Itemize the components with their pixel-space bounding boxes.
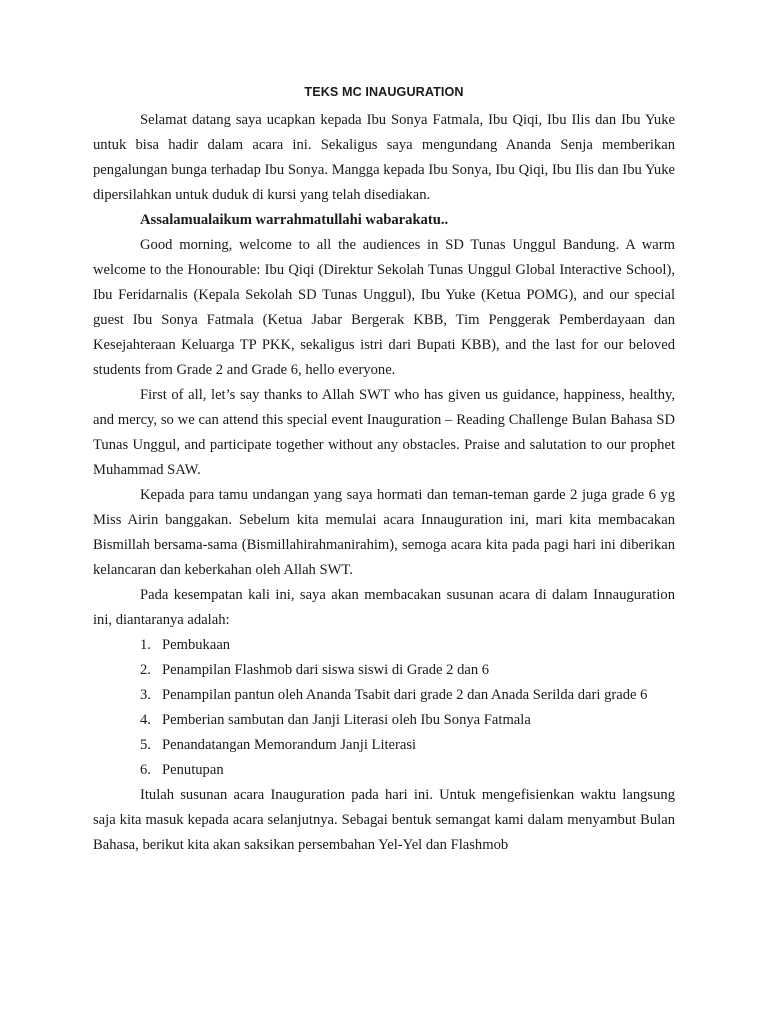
list-item-number: 6. xyxy=(140,762,151,778)
agenda-list xyxy=(93,633,675,783)
paragraph-welcome: Selamat datang saya ucapkan kepada Ibu Sonya Fatmala, Ibu Qiqi, Ibu Ilis dan Ibu Yuke untuk bisa hadir dalam acara ini. Sekaligus saya mengundang Ananda Senja memberikan pengalungan bunga terhadap Ibu Sonya. Mangga kepada Ibu Sonya, Ibu Qiqi, Ibu Ilis dan Ibu Yuke dipersilahkan untuk duduk di kursi yang telah disediakan. xyxy=(93,112,675,203)
list-item-number: 3. xyxy=(140,687,151,703)
list-item-number: 4. xyxy=(140,712,151,728)
paragraph-closing: Itulah susunan acara Inauguration pada hari ini. Untuk mengefisienkan waktu langsung saja kita masuk kepada acara selanjutnya. Sebagai bentuk semangat kami dalam menyambut Bulan Bahasa, berikut kita akan saksikan persembahan Yel-Yel dan Flashmob xyxy=(93,787,675,853)
list-item-text: Penampilan pantun oleh Ananda Tsabit dari grade 2 dan Anada Serilda dari grade 6 xyxy=(162,687,648,703)
paragraph-audience-welcome: Good morning, welcome to all the audiences in SD Tunas Unggul Bandung. A warm welcome to the Honourable: Ibu Qiqi (Direktur Sekolah Tunas Unggul Global Interactive School), Ibu Feridarnalis (Kepala Sekolah SD Tunas Unggul), Ibu Yuke (Ketua POMG), and our special guest Ibu Sonya Fatmala (Ketua Jabar Bergerak KBB, Tim Penggerak Pemberdayaan dan Kesejahteraan Keluarga TP PKK, sekaligus istri dari Bupati KBB), and the last for our beloved students from Grade 2 and Grade 6, hello everyone. xyxy=(93,237,675,378)
list-item-number: 2. xyxy=(140,662,151,678)
list-item-text: Penutupan xyxy=(162,762,224,778)
list-item xyxy=(93,733,675,758)
list-item-text: Pemberian sambutan dan Janji Literasi oleh Ibu Sonya Fatmala xyxy=(162,712,531,728)
page-title: TEKS MC INAUGURATION xyxy=(304,85,464,99)
paragraph-thanks: First of all, let’s say thanks to Allah SWT who has given us guidance, happiness, healthy, and mercy, so we can attend this special event Inauguration – Reading Challenge Bulan Bahasa SD Tunas Unggul, and participate together without any obstacles. Praise and salutation to our prophet Muhammad SAW. xyxy=(93,387,675,478)
document-page xyxy=(93,80,675,858)
list-item-text: Penampilan Flashmob dari siswa siswi di Grade 2 dan 6 xyxy=(162,662,490,678)
list-item-text: Pembukaan xyxy=(162,637,231,653)
list-item-number: 1. xyxy=(140,637,151,653)
paragraph-bismillah: Kepada para tamu undangan yang saya hormati dan teman-teman garde 2 juga grade 6 yg Miss Airin banggakan. Sebelum kita memulai acara Innauguration ini, mari kita membacakan Bismillah bersama-sama (Bismillahirahmanirahim), semoga acara kita pada pagi hari ini diberikan kelancaran dan keberkahan oleh Allah SWT. xyxy=(93,487,675,578)
list-item-number: 5. xyxy=(140,737,151,753)
list-item-text: Penandatangan Memorandum Janji Literasi xyxy=(162,737,417,753)
list-item xyxy=(93,758,675,783)
paragraph-agenda-intro: Pada kesempatan kali ini, saya akan membacakan susunan acara di dalam Innauguration ini, diantaranya adalah: xyxy=(93,587,675,628)
list-item xyxy=(93,683,675,708)
list-item xyxy=(93,633,675,658)
paragraph-greeting: Assalamualaikum warrahmatullahi wabarakatu.. xyxy=(140,212,449,228)
list-item xyxy=(93,658,675,683)
list-item xyxy=(93,708,675,733)
